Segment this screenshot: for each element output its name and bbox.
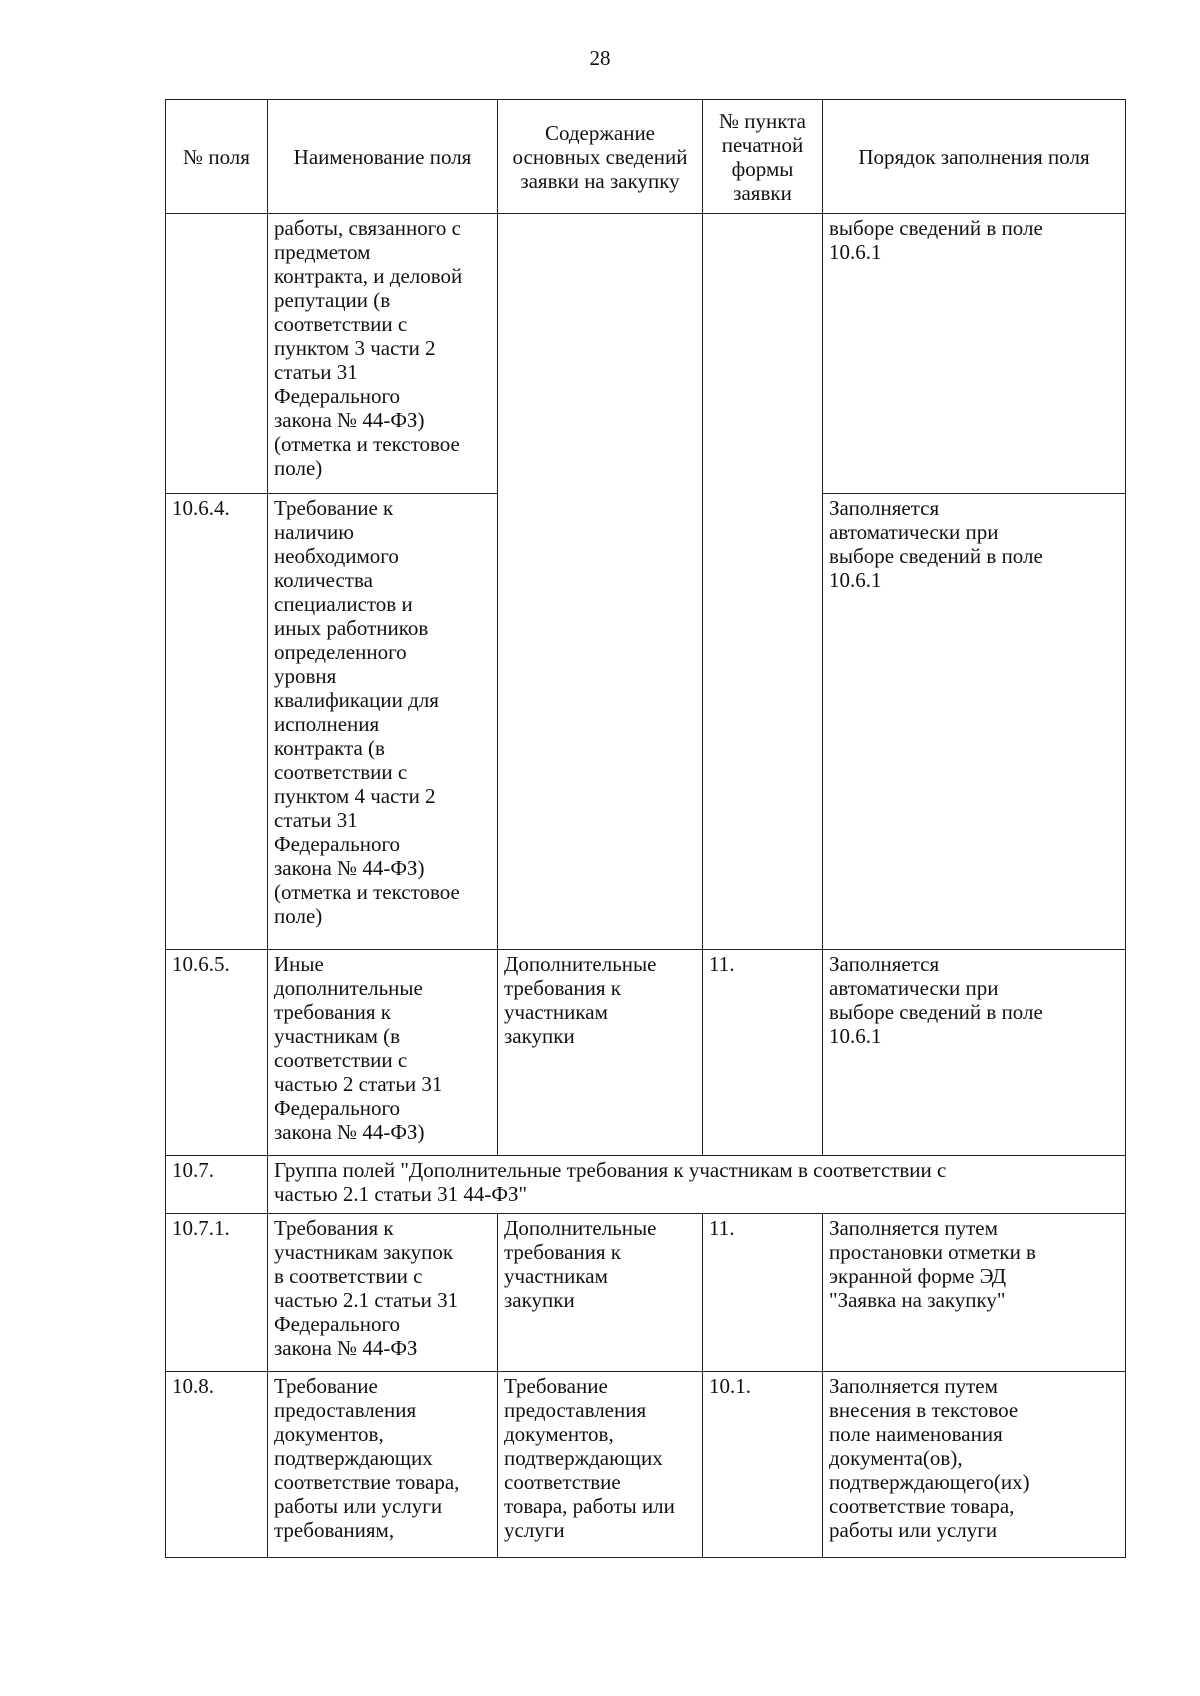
group-title: Группа полей "Дополнительные требования к участникам в соответствии с частью 2.1 статьи 31 44-ФЗ": [268, 1156, 1126, 1214]
row-content: Дополнительные требования к участникам закупки: [498, 950, 703, 1156]
row-field-no: 10.8.: [166, 1372, 268, 1558]
row-content: [498, 214, 703, 950]
row-print-item: 10.1.: [703, 1372, 823, 1558]
row-print-item: 11.: [703, 950, 823, 1156]
table-header-row: [166, 100, 1126, 214]
table-row: [166, 1372, 1126, 1558]
row-fill-order: Заполняется автоматически при выборе сведений в поле 10.6.1: [823, 494, 1126, 950]
row-field-no: 10.7.: [166, 1156, 268, 1214]
row-field-no: 10.7.1.: [166, 1214, 268, 1372]
table-row-group: [166, 1156, 1126, 1214]
row-field-name: Иные дополнительные требования к участникам (в соответствии с частью 2 статьи 31 Федерального закона № 44-ФЗ): [268, 950, 498, 1156]
table-row: [166, 214, 1126, 494]
header-fill-order: Порядок заполнения поля: [823, 100, 1126, 214]
table-row: [166, 1214, 1126, 1372]
row-fill-order: Заполняется путем внесения в текстовое поле наименования документа(ов), подтверждающего(их) соответствие товара, работы или услуги: [823, 1372, 1126, 1558]
row-content: Требование предоставления документов, подтверждающих соответствие товара, работы или услуги: [498, 1372, 703, 1558]
header-field-no: № поля: [166, 100, 268, 214]
fields-table: [165, 99, 1126, 1558]
row-field-no: 10.6.5.: [166, 950, 268, 1156]
header-field-name: Наименование поля: [268, 100, 498, 214]
row-print-item: [703, 214, 823, 950]
row-fill-order: Заполняется автоматически при выборе сведений в поле 10.6.1: [823, 950, 1126, 1156]
row-fill-order: Заполняется путем простановки отметки в экранной форме ЭД "Заявка на закупку": [823, 1214, 1126, 1372]
table-row: [166, 950, 1126, 1156]
row-fill-order: выборе сведений в поле 10.6.1: [823, 214, 1126, 494]
header-content: Содержание основных сведений заявки на закупку: [498, 100, 703, 214]
row-field-name: Требование к наличию необходимого количества специалистов и иных работников определенного уровня квалификации для исполнения контракта (в соответствии с пунктом 4 части 2 статьи 31 Федерального закона № 44-ФЗ) (отметка и текстовое поле): [268, 494, 498, 950]
page-number: 28: [589, 46, 611, 70]
row-print-item: 11.: [703, 1214, 823, 1372]
row-field-name: Требования к участникам закупок в соответствии с частью 2.1 статьи 31 Федерального закона № 44-ФЗ: [268, 1214, 498, 1372]
row-content: Дополнительные требования к участникам закупки: [498, 1214, 703, 1372]
row-field-no: 10.6.4.: [166, 494, 268, 950]
header-print-item: № пункта печатной формы заявки: [703, 100, 823, 214]
row-field-no: [166, 214, 268, 494]
row-field-name: Требование предоставления документов, подтверждающих соответствие товара, работы или услуги требованиям,: [268, 1372, 498, 1558]
row-field-name: работы, связанного с предметом контракта, и деловой репутации (в соответствии с пунктом 3 части 2 статьи 31 Федерального закона № 44-ФЗ) (отметка и текстовое поле): [268, 214, 498, 494]
